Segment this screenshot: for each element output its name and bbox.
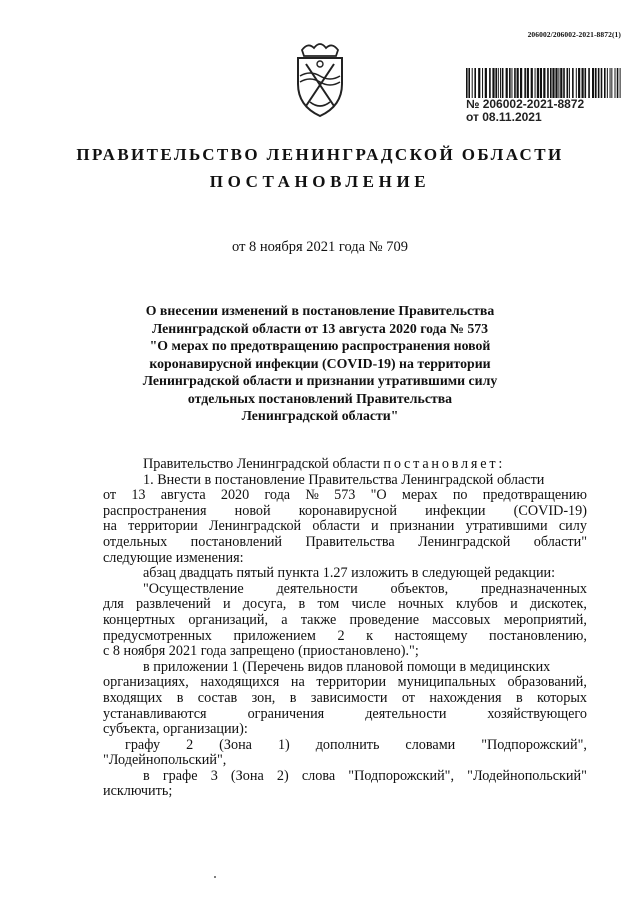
barcode-bar (495, 68, 497, 98)
barcode-bar (558, 68, 559, 98)
barcode-bar (517, 68, 519, 98)
body-word: года (264, 487, 291, 504)
decree-title: ПОСТАНОВЛЕНИЕ (209, 172, 431, 191)
barcode-bar (492, 68, 494, 98)
body-word: приложением (233, 627, 316, 644)
body-word: мерах (401, 487, 438, 504)
barcode-bar (576, 68, 577, 98)
barcode-bar (567, 68, 569, 98)
body-word: предусмотренных (103, 627, 212, 644)
body-word: утратившими (465, 518, 548, 535)
body-word: входящих (103, 689, 163, 706)
barcode-bar (466, 68, 468, 98)
body-word: том (317, 596, 340, 613)
body-line (103, 535, 587, 551)
body-word: "Осуществление (143, 580, 244, 597)
body-line (103, 613, 587, 629)
body-line (103, 504, 587, 520)
body-word: предназначенных (480, 580, 587, 597)
barcode-bar (620, 68, 621, 98)
body-word: "Подпорожский", (348, 767, 455, 784)
body-line (103, 738, 587, 754)
barcode-bar (611, 68, 612, 98)
barcode-bar (472, 68, 473, 98)
body-word: ограничения (247, 705, 325, 722)
barcode-icon (466, 68, 621, 98)
body-word: хозяйствующего (487, 705, 587, 722)
body-word: словами (405, 736, 456, 753)
barcode-bar (506, 68, 508, 98)
body-word: Ленинградской (208, 518, 302, 535)
barcode-bar (489, 68, 491, 98)
barcode-bar (502, 68, 504, 98)
body-word: организаций, (188, 611, 269, 628)
body-word: (COVID-19) (513, 502, 587, 519)
body-word: (Зона (230, 767, 264, 784)
body-word: к (366, 627, 374, 644)
body-word: и (510, 596, 518, 613)
barcode-bar (550, 68, 552, 98)
body-line: в приложении 1 (Перечень видов плановой помощи в медицинских (143, 658, 551, 675)
subject-line: Ленинградской области от 13 августа 2020 года № 573 (151, 320, 489, 336)
intro-prefix: Правительство Ленинградской области (143, 456, 380, 472)
body-word: в (176, 689, 184, 706)
body-word: распространения (103, 502, 207, 519)
body-word: предотвращению (482, 487, 587, 504)
barcode-bar (592, 68, 594, 98)
barcode-bar (588, 68, 590, 98)
barcode-bar (582, 68, 584, 98)
body-word: Правительства (305, 533, 395, 550)
body-line (103, 675, 587, 691)
barcode-bar (498, 68, 499, 98)
body-word: мероприятий, (503, 611, 587, 628)
body-word: 3 (210, 767, 218, 784)
body-word: 2 (186, 736, 194, 753)
barcode-bar (595, 68, 597, 98)
barcode-bar (468, 68, 470, 98)
barcode-bar (615, 68, 616, 98)
body-word: по (452, 487, 468, 504)
body-word: и (371, 518, 379, 535)
coat-of-arms-icon (290, 40, 350, 118)
body-word: территории (316, 674, 387, 691)
body-word: клубов (455, 596, 498, 613)
body-word: инфекции (425, 502, 486, 519)
body-word: дискотек, (529, 596, 587, 613)
body-word: области" (533, 533, 587, 550)
barcode-bar (524, 68, 526, 98)
body-intro-line (103, 457, 587, 473)
body-word: находящихся (200, 674, 280, 691)
barcode-bar (485, 68, 487, 98)
body-line (103, 629, 587, 645)
barcode-bar (569, 68, 570, 98)
barcode-bar (560, 68, 562, 98)
decree-body (103, 457, 587, 800)
body-line: следующие изменения: (103, 549, 244, 566)
decree-subject (120, 302, 520, 425)
body-word: которых (537, 689, 587, 706)
body-word: 2 (337, 627, 345, 644)
body-word: ночных (398, 596, 444, 613)
body-word: на (103, 518, 117, 535)
body-line (103, 597, 587, 613)
barcode-bar (537, 68, 539, 98)
barcode-bar (478, 68, 480, 98)
registration-date: от 08.11.2021 (466, 110, 542, 124)
body-line: абзац двадцать пятый пункта 1.27 изложить в следующей редакции: (143, 565, 556, 582)
body-word: области (312, 518, 360, 535)
document-code: 206002/206002-2021-8872(1) (527, 30, 621, 39)
body-word: досуга, (242, 596, 287, 613)
body-word: силу (558, 518, 587, 535)
body-word: зон, (251, 689, 276, 706)
body-word: объектов, (390, 580, 449, 597)
barcode-bar (531, 68, 533, 98)
subject-line: "О мерах по предотвращению распространения новой (149, 338, 491, 353)
barcode-bar (547, 68, 549, 98)
body-word: на (290, 674, 305, 691)
body-line (103, 691, 587, 707)
body-word: отдельных (103, 533, 168, 550)
barcode-bar (555, 68, 557, 98)
body-word: развлечений (136, 596, 211, 613)
subject-line: Ленинградской области и признании утратившими силу (142, 373, 498, 388)
body-word: от (103, 487, 117, 504)
barcode-bar (535, 68, 536, 98)
body-word: августа (160, 487, 206, 504)
registration-block (466, 68, 626, 124)
body-word: признании (389, 518, 455, 535)
body-word: деятельности (276, 580, 358, 597)
body-word: в (515, 689, 523, 706)
body-line: с 8 ноября 2021 года запрещено (приостановлено)."; (103, 643, 419, 660)
body-word: деятельности (365, 705, 447, 722)
barcode-bar (514, 68, 516, 98)
body-word: устанавливаются (103, 705, 207, 722)
body-word: Ленинградской (418, 533, 511, 550)
body-word: "О (370, 487, 387, 504)
body-word: а (281, 611, 288, 628)
body-word: № (305, 487, 319, 504)
body-word: образований, (507, 674, 587, 691)
barcode-bar (511, 68, 512, 98)
barcode-bar (543, 68, 545, 98)
body-word: 1) (277, 736, 290, 753)
body-word: 2) (276, 767, 289, 784)
body-word: (Зона (219, 736, 252, 753)
government-title: ПРАВИТЕЛЬСТВО ЛЕНИНГРАДСКОЙ ОБЛАСТИ (76, 145, 564, 164)
body-word: графу (125, 736, 161, 753)
body-word: нахождения (429, 689, 502, 706)
barcode-bar (552, 68, 554, 98)
barcode-bar (474, 68, 476, 98)
body-line (103, 519, 587, 535)
subject-line: О внесении изменений в постановление Правительства (145, 303, 495, 318)
body-word: организациях, (103, 674, 189, 691)
barcode-bar (601, 68, 603, 98)
body-word: постановлений (190, 533, 283, 550)
body-word: графе (162, 767, 198, 784)
body-word: постановлению, (489, 627, 587, 644)
decree-date: от 8 ноября 2021 года № 709 (232, 239, 408, 255)
body-word: и (222, 596, 231, 613)
body-word: новой (234, 502, 271, 519)
page-mark (214, 876, 216, 878)
body-word: состав (197, 689, 238, 706)
barcode-bar (563, 68, 565, 98)
body-word: в (289, 689, 297, 706)
barcode-bar (604, 68, 606, 98)
barcode-bar (520, 68, 522, 98)
registration-number: № 206002-2021-8872 (466, 97, 585, 111)
body-word: 573 (334, 487, 356, 504)
barcode-bar (500, 68, 501, 98)
body-word: 2020 (220, 487, 250, 504)
intro-resolves: постановляет: (383, 456, 506, 472)
body-line: исключить; (103, 783, 173, 800)
barcode-bar (509, 68, 511, 98)
body-line (103, 582, 587, 598)
body-line (103, 488, 587, 504)
barcode-bar (572, 68, 574, 98)
body-word: массовых (432, 611, 491, 628)
barcode-bar (482, 68, 483, 98)
body-word: слова (301, 767, 336, 784)
subject-line: коронавирусной инфекции (COVID-19) на территории (149, 355, 491, 371)
barcode-bar (610, 68, 611, 98)
body-word: в (298, 596, 306, 613)
body-lines (103, 473, 587, 800)
barcode-bar (607, 68, 608, 98)
body-word: для (103, 596, 124, 613)
body-word: "Подпорожский", (481, 736, 587, 753)
body-word: в (143, 767, 150, 784)
body-word: дополнить (315, 736, 380, 753)
body-word: также (300, 611, 337, 628)
barcode-bar (540, 68, 542, 98)
body-line (103, 769, 587, 785)
body-word: "Лодейнопольский" (467, 767, 587, 784)
body-line (103, 707, 587, 723)
subject-line: Ленинградской области" (241, 408, 399, 423)
body-word: проведение (349, 611, 420, 628)
body-word: числе (351, 596, 386, 613)
barcode-bar (527, 68, 529, 98)
body-line: "Лодейнопольский", (103, 752, 227, 769)
body-word: от (401, 689, 415, 706)
barcode-bar (585, 68, 587, 98)
body-word: зависимости (310, 689, 388, 706)
body-word: концертных (103, 611, 176, 628)
subject-line: отдельных постановлений Правительства (187, 390, 453, 406)
body-line: субъекта, организации): (103, 721, 248, 738)
body-word: коронавирусной (298, 502, 397, 519)
body-line: 1. Внести в постановление Правительства Ленинградской области (143, 471, 545, 488)
body-word: настоящему (394, 627, 468, 644)
barcode-bar (578, 68, 580, 98)
barcode-bar (598, 68, 600, 98)
body-word: 13 (131, 487, 146, 504)
body-word: территории (128, 518, 198, 535)
barcode-bar (617, 68, 619, 98)
body-word: муниципальных (397, 674, 496, 691)
